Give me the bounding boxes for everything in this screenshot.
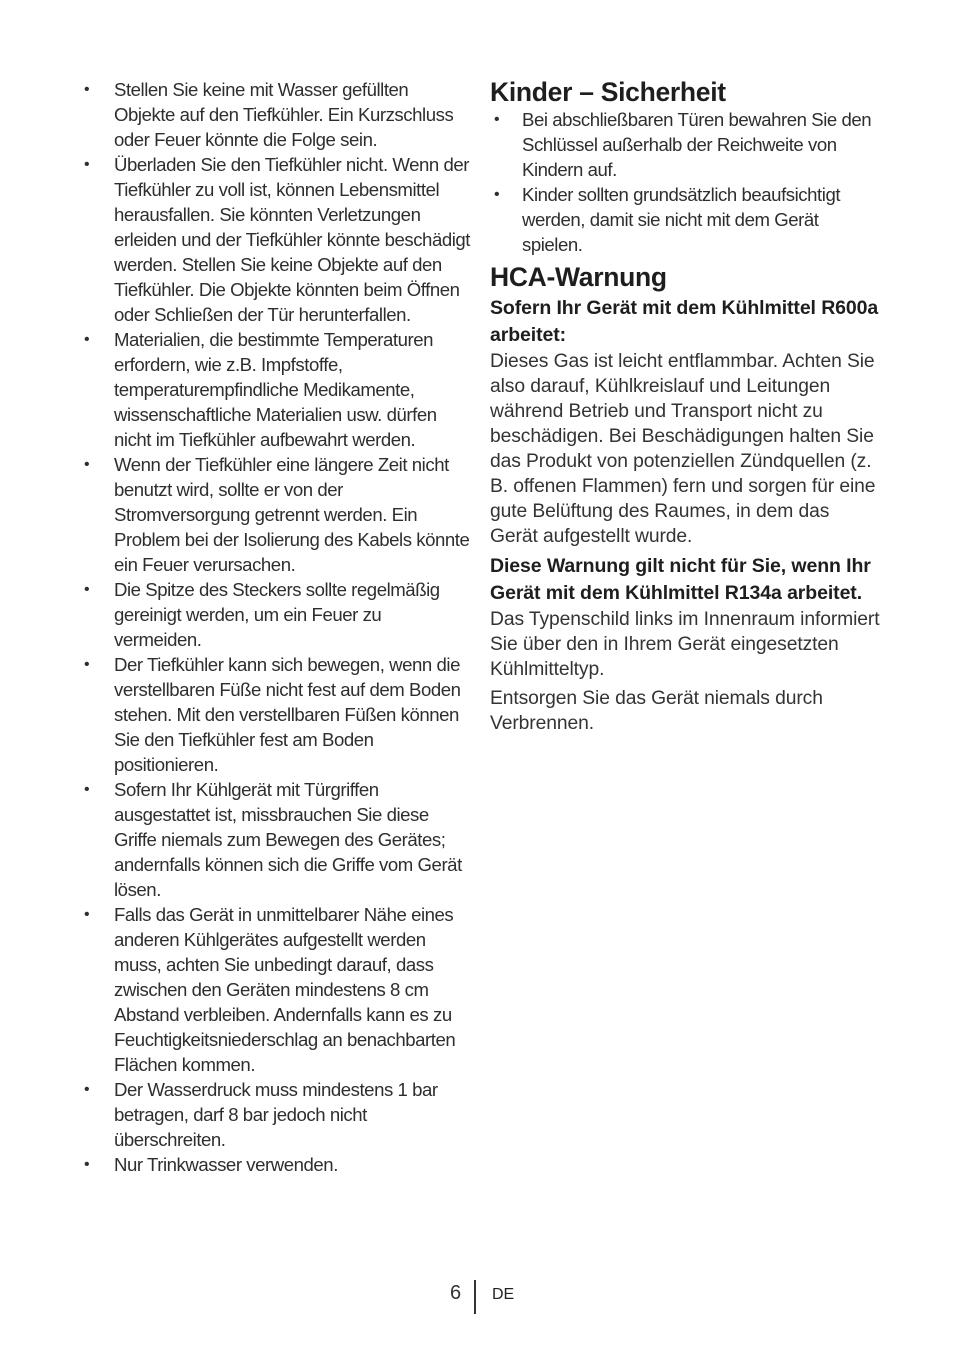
list-item-text: Der Wasserdruck muss mindestens 1 bar betragen, darf 8 bar jedoch nicht überschreiten. <box>114 1079 438 1150</box>
list-item <box>80 452 470 577</box>
hca-subheading-r134a: Diese Warnung gilt nicht für Sie, wenn Ihr Gerät mit dem Kühlmittel R134a arbeitet. <box>490 555 871 604</box>
bullet-icon: • <box>84 81 90 98</box>
bullet-icon: • <box>84 906 90 923</box>
list-item <box>80 1077 470 1152</box>
list-item-text: Überladen Sie den Tiefkühler nicht. Wenn der Tiefkühler zu voll ist, können Lebensmittel herausfallen. Sie könnten Verletzungen erleiden und der Tiefkühler könnte beschädigt werden. Stellen Sie keine Objekte auf den Tiefkühler. Die Objekte könnten beim Öffnen oder Schließen der Tür herunterfallen. <box>114 154 471 325</box>
right-column <box>490 77 880 736</box>
list-item <box>490 107 880 182</box>
list-item <box>80 652 470 777</box>
hca-heading: HCA-Warnung <box>490 262 667 292</box>
bullet-icon: • <box>84 1156 90 1173</box>
bullet-icon: • <box>84 581 90 598</box>
list-item-text: Nur Trinkwasser verwenden. <box>114 1154 338 1175</box>
bullet-icon: • <box>84 1081 90 1098</box>
list-item-text: Wenn der Tiefkühler eine längere Zeit nicht benutzt wird, sollte er von der Stromversorgung getrennt werden. Ein Problem bei der Isolierung des Kabels könnte ein Feuer verursachen. <box>114 454 470 575</box>
list-item <box>490 182 880 257</box>
hca-paragraph-disposal: Entsorgen Sie das Gerät niemals durch Verbrennen. <box>490 688 823 734</box>
list-item <box>80 902 470 1077</box>
left-column <box>80 77 470 1177</box>
footer-divider <box>474 1280 476 1314</box>
hca-subheading-r600a: Sofern Ihr Gerät mit dem Kühlmittel R600a arbeitet: <box>490 297 879 346</box>
list-item <box>80 327 470 452</box>
bullet-icon: • <box>494 111 500 128</box>
list-item-text: Bei abschließbaren Türen bewahren Sie den Schlüssel außerhalb der Reichweite von Kindern auf. <box>522 109 872 180</box>
language-label: DE <box>492 1286 515 1303</box>
list-item-text: Stellen Sie keine mit Wasser gefüllten Objekte auf den Tiefkühler. Ein Kurzschluss oder Feuer könnte die Folge sein. <box>114 79 454 150</box>
safety-list <box>80 77 470 1177</box>
list-item-text: Falls das Gerät in unmittelbarer Nähe eines anderen Kühlgerätes aufgestellt werden muss, achten Sie unbedingt darauf, dass zwischen den Geräten mindestens 8 cm Abstand verbleiben. Andernfalls kann es zu Feuchtigkeitsniederschlag an benachbarten Flächen kommen. <box>114 904 456 1075</box>
list-item <box>80 1152 470 1177</box>
list-item-text: Die Spitze des Steckers sollte regelmäßig gereinigt werden, um ein Feuer zu vermeiden. <box>114 579 440 650</box>
bullet-icon: • <box>84 456 90 473</box>
bullet-icon: • <box>494 186 500 203</box>
hca-paragraph-typeplate: Das Typenschild links im Innenraum informiert Sie über den in Ihrem Gerät eingesetzten Kühlmitteltyp. <box>490 609 880 680</box>
bullet-icon: • <box>84 656 90 673</box>
hca-paragraph-flammable: Dieses Gas ist leicht entflammbar. Achten Sie also darauf, Kühlkreislauf und Leitungen während Betrieb und Transport nicht zu beschädigen. Bei Beschädigungen halten Sie das Produkt von potenziellen Zündquellen (z. B. offenen Flammen) fern und sorgen für eine gute Belüftung des Raumes, in dem das Gerät aufgestellt wurde. <box>490 351 876 547</box>
list-item-text: Der Tiefkühler kann sich bewegen, wenn die verstellbaren Füße nicht fest auf dem Boden stehen. Mit den verstellbaren Füßen können Sie den Tiefkühler fest am Boden positionieren. <box>114 654 461 775</box>
kinder-list <box>490 107 880 257</box>
kinder-heading: Kinder – Sicherheit <box>490 77 726 107</box>
list-item <box>80 152 470 327</box>
page-footer <box>0 1280 954 1316</box>
list-item <box>80 577 470 652</box>
bullet-icon: • <box>84 781 90 798</box>
bullet-icon: • <box>84 156 90 173</box>
list-item-text: Sofern Ihr Kühlgerät mit Türgriffen ausgestattet ist, missbrauchen Sie diese Griffe niemals zum Bewegen des Gerätes; andernfalls können sich die Griffe vom Gerät lösen. <box>114 779 462 900</box>
list-item-text: Materialien, die bestimmte Temperaturen erfordern, wie z.B. Impfstoffe, temperaturempfindliche Medikamente, wissenschaftliche Materialien usw. dürfen nicht im Tiefkühler aufbewahrt werden. <box>114 329 437 450</box>
page-number: 6 <box>450 1282 462 1304</box>
list-item-text: Kinder sollten grundsätzlich beaufsichtigt werden, damit sie nicht mit dem Gerät spielen. <box>522 184 841 255</box>
list-item <box>80 777 470 902</box>
bullet-icon: • <box>84 331 90 348</box>
list-item <box>80 77 470 152</box>
